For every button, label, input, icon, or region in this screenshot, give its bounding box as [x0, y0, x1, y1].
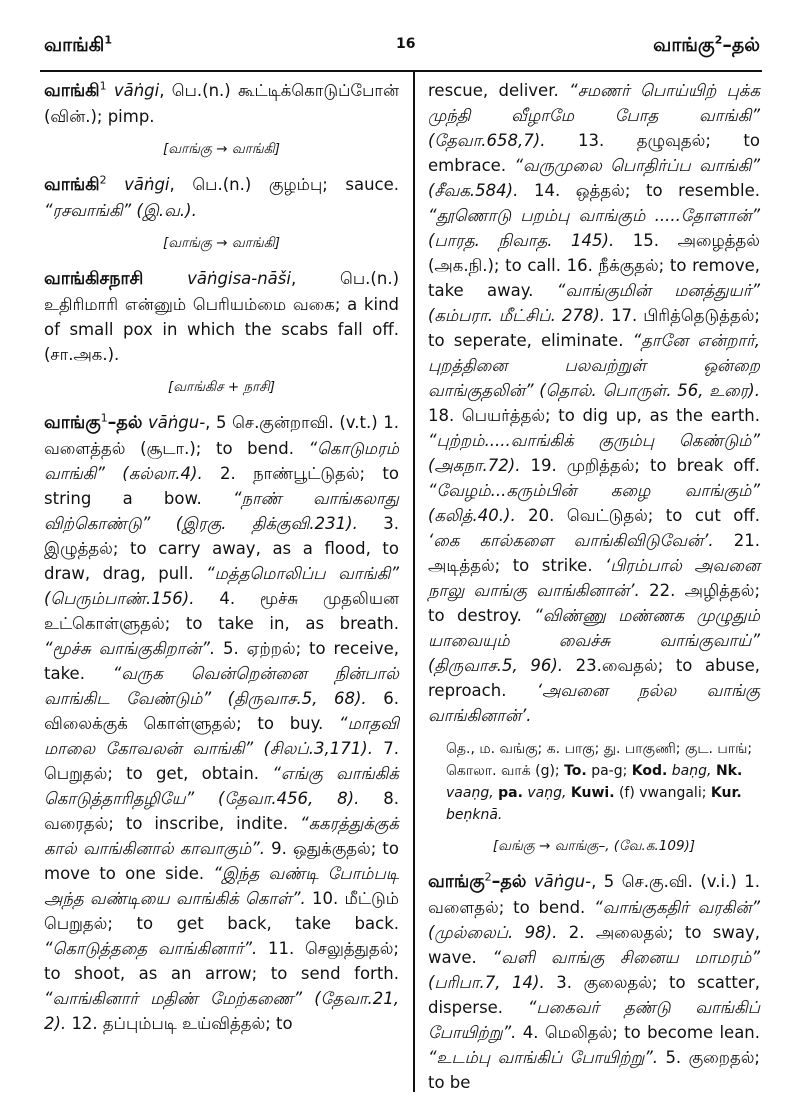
header-right-suffix: –தல்	[722, 34, 760, 56]
sense: 15. அழைத்தல் (அக.நி.); to call.	[428, 231, 760, 275]
headword: வாங்கி	[44, 81, 100, 101]
entry-vaangi-2	[44, 172, 399, 223]
sense: 18. பெயர்த்தல்; to dig up, as the earth.	[428, 406, 760, 425]
headword: வாங்கு	[428, 872, 485, 892]
sense: 5. ஏற்றல்; to receive, take.	[44, 639, 399, 683]
headword-sup: 1	[100, 411, 108, 425]
sense: 2. அலைதல்; to sway, wave.	[428, 923, 760, 967]
quotation: “வாங்குமின் மனத்துயர்” (கம்பரா. மீட்சிப். 278).	[428, 281, 760, 325]
header-right-headword	[653, 34, 760, 59]
cognate-form: vaaṇg,	[446, 785, 494, 801]
sense: 2. நாண்பூட்டுதல்; to string a bow.	[44, 464, 399, 508]
quotation: “கொடுமரம் வாங்கி” (கல்லா.4).	[44, 439, 399, 483]
sense: 4. மூச்சு முதலியன உட்கொள்ளுதல்; to take in, as breath.	[44, 589, 399, 633]
cognate-lang: To.	[564, 763, 587, 779]
column-divider	[413, 72, 415, 1092]
etymology: [வாங்கிச + நாசி]	[167, 379, 276, 395]
cognate-form: (f) vwangali;	[618, 785, 707, 801]
cognate-dravidian: தெ., ம. வங்கு; க. பாகு; து. பாகுணி; குட. பாங்; கொலா. வாக் (g);	[446, 741, 753, 779]
quotation: “கொடுத்ததை வாங்கினார்”.	[44, 939, 258, 958]
cognate-form: beṇknā.	[446, 807, 503, 823]
header-left-text: வாங்கி	[44, 34, 105, 56]
headword-suffix: –தல்	[107, 413, 143, 433]
etymology: [வங்கு → வாங்கு–, (வே.க.109)]	[492, 838, 696, 854]
quotation: ‘கை கால்களை வாங்கிவிடுவேன்’.	[428, 531, 714, 550]
sense: 4. மெலிதல்; to become lean.	[522, 1023, 761, 1042]
sense: 7. பெறுதல்; to get, obtain.	[44, 739, 399, 783]
sense: 19. முறித்தல்; to break off.	[530, 456, 760, 475]
cognate-lang: Kur.	[710, 785, 742, 801]
sense: rescue, deliver.	[428, 81, 559, 100]
sense: 10. மீட்டும் பெறுதல்; to get back, take back.	[44, 889, 399, 933]
headword: வாங்கிசநாசி	[44, 269, 144, 289]
definition: , பெ.(n.) உதிரிமாரி என்னும் பெரியம்மை வகை; a kind of small pox in which the scabs fall off. (சா.அக.).	[44, 269, 400, 364]
sense: 3. குலைதல்; to scatter, disperse.	[428, 973, 761, 1017]
entry-vaangisanaasi	[44, 266, 399, 367]
sense: 5. குறைதல்; to be	[428, 1048, 760, 1092]
quotation: “வருக வென்றென்னை நின்பால் வாங்கிட வேண்டும்” (திருவாச.5, 68).	[44, 664, 399, 708]
cognate-lang: pa.	[498, 785, 523, 801]
quotation: “மாதவி மாலை கோவலன் வாங்கி” (சிலப்.3,171).	[44, 714, 399, 758]
quotation: “புற்றம்.....வாங்கிக் குரும்பு கெண்டும்” (அகநா.72).	[428, 431, 760, 475]
sense: 21. அடித்தல்; to strike.	[428, 531, 761, 575]
quotation: “சமணர் பொய்யிற் புக்க முந்தி வீழாமே போத வாங்கி” (தேவா.658,7).	[428, 81, 760, 150]
sense: 16. நீக்குதல்; to remove, take away.	[428, 256, 760, 300]
sense: 13. தழுவுதல்; to embrace.	[428, 131, 760, 175]
quotation: “பகைவர் தண்டு வாங்கிப் போயிற்று”.	[428, 998, 761, 1042]
sense: 11. செலுத்துதல்; to shoot, as an arrow; to send forth.	[44, 939, 399, 983]
page-header	[0, 0, 800, 70]
entry-vaangu-2	[428, 869, 760, 1095]
headword-sup: 2	[484, 870, 492, 884]
quotation: “வாங்குகதிர் வரகின்” (முல்லைப். 98).	[428, 898, 760, 942]
cognate-form: baṇg,	[671, 763, 712, 779]
etymology: [வாங்கு → வாங்கி]	[162, 235, 280, 251]
quotation: “மூச்சு வாங்குகிறான்”.	[44, 639, 216, 658]
sense: 20. வெட்டுதல்; to cut off.	[528, 506, 760, 525]
left-column	[44, 78, 399, 1040]
header-right-text: வாங்கு	[653, 34, 715, 56]
cognate-lang: Kuwi.	[570, 785, 615, 801]
sense: 17. பிரித்தெடுத்தல்; to seperate, eliminate.	[428, 306, 760, 350]
header-left-headword	[44, 34, 112, 59]
quotation: “தானே என்றார், புறத்தினை பலவற்றுள் ஒன்றை வாங்குதலின்” (தொல். பொருள். 56, உரை).	[428, 331, 760, 400]
transliteration: vāṅgi	[124, 175, 170, 194]
headword-suffix: –தல்	[491, 872, 527, 892]
quotation: ‘அவனை நல்ல வாங்கு வாங்கினான்’.	[428, 681, 761, 725]
transliteration: vāṅgi	[113, 81, 160, 100]
sense: 1. வளைத்தல் (சூடா.); to bend.	[44, 413, 399, 458]
quotation: “விண்ணு மண்ணக முழுதும் யாவையும் வைச்சு வாங்குவாய்” (திருவாச.5, 96).	[428, 606, 760, 675]
cognate-lang: Nk.	[715, 763, 743, 779]
headword-sup: 2	[99, 173, 107, 187]
quotation: “எங்கு வாங்கிக் கொடுத்தாரிதழியே” (தேவா.456, 8).	[44, 764, 399, 808]
headword-sup: 1	[99, 79, 107, 93]
quotation: “வருமுலை பொதிர்ப்ப வாங்கி” (சீவக.584).	[428, 156, 760, 200]
sense: 8. வரைதல்; to inscribe, indite.	[44, 789, 400, 833]
sense: 3. இழுத்தல்; to carry away, as a flood, to draw, drag, pull.	[44, 514, 399, 583]
quotation: “இந்த வண்டி போம்படி அந்த வண்டியை வாங்கிக் கொள்”.	[44, 864, 400, 908]
sense: 23.வைதல்; to abuse, reproach.	[428, 656, 760, 700]
definition: , பெ.(n.) கூட்டிக்கொடுப்போன் (வின்.); pimp.	[44, 81, 399, 126]
cognate-form: pa-g;	[591, 763, 628, 779]
quotation: “வாங்கினார் மதிண் மேற்கணை” (தேவா.21, 2).	[44, 989, 399, 1033]
header-left-sup: 1	[104, 33, 112, 47]
entry-vaangi-1	[44, 78, 399, 129]
quotation: “தூணொடு பறம்பு வாங்கும் .....தோளான்” (பாரத. நிவாத. 145).	[428, 206, 760, 250]
grammar: , 5 செ.குன்றாவி. (v.t.)	[205, 413, 378, 432]
right-column	[428, 78, 760, 1099]
quotation: “உடம்பு வாங்கிப் போயிற்று”.	[428, 1048, 659, 1067]
quotation: “வளி வாங்கு சினைய மாமரம்” (பரிபா.7, 14).	[428, 948, 760, 992]
cognates	[446, 738, 760, 826]
transliteration: vāṅgu-	[533, 872, 592, 891]
quotation: “ரசவாங்கி” (இ.வ.).	[44, 201, 197, 220]
sense: 12. தப்பும்படி உய்வித்தல்; to	[71, 1014, 293, 1033]
sense: 14. ஒத்தல்; to resemble.	[533, 181, 760, 200]
cognate-form: vaṇg,	[527, 785, 567, 801]
headword: வாங்கி	[44, 175, 100, 195]
sense: 9. ஒதுக்குதல்; to move to one side.	[44, 839, 399, 883]
quotation: “ககரத்துக்குக் கால் வாங்கினால் காவாகும்”.	[44, 814, 399, 858]
entry-vaangu-1-continued	[428, 78, 760, 728]
quotation: “மத்தமொலிப்ப வாங்கி” (பெரும்பாண்.156).	[44, 564, 400, 608]
header-rule	[40, 70, 762, 72]
header-right-sup: 2	[714, 33, 723, 47]
grammar: , 5 செ.கு.வி. (v.i.)	[591, 872, 737, 891]
sense: 22. அழித்தல்; to destroy.	[428, 581, 760, 625]
quotation: “நாண் வாங்கலாது விற்கொண்டு” (இரகு. திக்குவி.231).	[44, 489, 399, 533]
cognate-lang: Kod.	[631, 763, 668, 779]
transliteration: vāṅgisa-nāši	[187, 269, 291, 288]
sense: 6. விலைக்குக் கொள்ளுதல்; to buy.	[44, 689, 399, 733]
sense: 1. வளைதல்; to bend.	[428, 872, 761, 917]
quotation: ‘பிரம்பால் அவனை நாலு வாங்கு வாங்கினான்’.	[428, 556, 761, 600]
definition: , பெ.(n.) குழம்பு; sauce.	[169, 175, 399, 194]
transliteration: vāṅgu-	[147, 413, 206, 432]
quotation: “வேழம்...கரும்பின் கழை வாங்கும்” (கலித்.40.).	[428, 481, 760, 525]
etymology: [வாங்கு → வாங்கி]	[162, 141, 280, 157]
page-number: 16	[396, 36, 416, 52]
headword: வாங்கு	[44, 413, 101, 433]
entry-vaangu-1	[44, 410, 399, 1036]
